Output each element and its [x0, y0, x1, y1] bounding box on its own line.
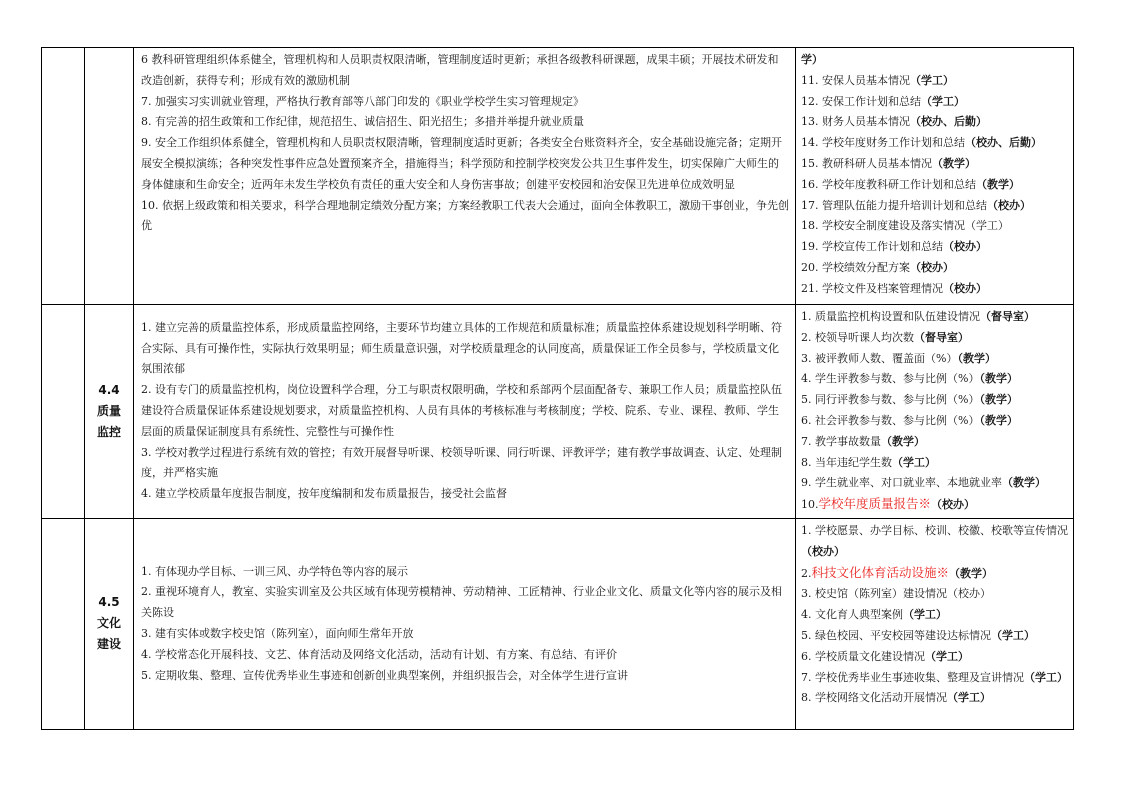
material-text: 6. 社会评教参与数、参与比例（%）: [801, 413, 980, 427]
material-text: 5. 同行评教参与数、参与比例（%）: [801, 393, 980, 407]
material-item: [801, 279, 1069, 300]
material-text: 21. 学校文件及档案管理情况: [801, 281, 943, 295]
material-item: [801, 154, 1069, 175]
conditions-cell: [134, 48, 796, 305]
material-item: [801, 369, 1069, 390]
key-material-text: 学校年度质量报告※: [818, 496, 932, 512]
material-text: 4. 学生评教参与数、参与比例（%）: [801, 372, 980, 386]
condition-item: 4. 建立学校质量年度报告制度，按年度编制和发布质量报告，接受社会监督: [141, 487, 507, 501]
department-tag: 学）: [801, 53, 823, 66]
material-text: 18. 学校安全制度建设及落实情况: [801, 219, 965, 233]
condition-item: 1. 建立完善的质量监控体系，形成质量监控网络，主要环节均建立具体的工作规范和质量标准；质量监控体系建设规划科学明晰、符合实际、具有可操作性，实际执行效果明显；师生质量意识强，对学校质量理念的认同度高，质量保证工作全员参与，学校质量文化氛围浓郁: [141, 320, 782, 376]
material-text: 3. 校史馆（陈列室）建设情况（校办）: [801, 587, 991, 601]
material-item: [801, 92, 1069, 113]
condition-item: 3. 建有实体或数字校史馆（陈列室），面向师生常年开放: [141, 626, 414, 640]
conditions-cell: [134, 305, 796, 519]
department-tag: （督导室）: [980, 310, 1035, 323]
material-text: 11. 安保人员基本情况: [801, 73, 910, 87]
department-tag: （教学）: [979, 393, 1018, 407]
department-tag: （教学）: [979, 413, 1018, 427]
department-tag: （教学）: [979, 372, 1018, 386]
material-text: 7. 学校优秀毕业生事迹收集、整理及宣讲情况: [801, 670, 1024, 684]
material-text: 4. 文化育人典型案例: [801, 608, 903, 622]
section-number: 4.5: [98, 595, 120, 610]
section-cell: [85, 305, 134, 519]
material-item: [801, 216, 1069, 237]
conditions-cell: [134, 518, 796, 729]
section-cell: [85, 48, 134, 305]
condition-item: 1. 有体现办学目标、一训三风、办学特色等内容的展示: [141, 564, 408, 578]
material-text: 15. 教研科研人员基本情况: [801, 156, 932, 170]
material-item: [801, 647, 1069, 668]
material-text: 1. 学校愿景、办学目标、校训、校徽、校歌等宣传情况: [801, 523, 1068, 537]
department-tag: （学工）: [903, 608, 947, 622]
department-tag: （学工）: [910, 73, 954, 87]
department-tag: （教学）: [976, 177, 1020, 191]
department-tag: （学工）: [925, 649, 969, 663]
materials-cell: [796, 305, 1074, 519]
department-tag: （校办、后勤）: [910, 115, 987, 129]
department-tag: （教学）: [1002, 476, 1046, 490]
material-item: [801, 411, 1069, 432]
condition-item: 2. 重视环境育人，教室、实验实训室及公共区域有体现劳模精神、劳动精神、工匠精神、行业企业文化、质量文化等内容的展示及相关陈设: [141, 585, 782, 620]
material-text: 6. 学校质量文化建设情况: [801, 649, 925, 663]
condition-item: 8. 有完善的招生政策和工作纪律，规范招生、诚信招生、阳光招生；多措并举提升就业质量: [141, 115, 584, 129]
material-text: 8. 学校网络文化活动开展情况: [801, 691, 947, 705]
material-text: 16. 学校年度教科研工作计划和总结: [801, 177, 976, 191]
department-tag: （学工）: [947, 691, 991, 705]
condition-item: 4. 学校常态化开展科技、文艺、体育活动及网络文化活动，活动有计划、有方案、有总结、有评价: [141, 647, 617, 661]
material-item: [801, 584, 1069, 605]
material-text: 10.: [801, 498, 819, 512]
department-tag: （校办）: [931, 498, 976, 512]
table-row: [42, 305, 1074, 519]
material-item: [801, 688, 1069, 709]
department-tag: （督导室）: [914, 330, 969, 344]
material-item: [801, 50, 1069, 71]
department-tag: （校办）: [801, 544, 845, 558]
department-tag: （教学）: [881, 434, 925, 448]
section-cell: [85, 518, 134, 729]
section-name: 建设: [96, 637, 121, 652]
material-item: [801, 237, 1069, 258]
material-item: [801, 258, 1069, 279]
condition-item: 5. 定期收集、整理、宣传优秀毕业生事迹和创新创业典型案例，并组织报告会，对全体学生进行宣讲: [141, 668, 628, 682]
section-number: 4.4: [98, 382, 120, 397]
material-item: [801, 112, 1069, 133]
key-material-text: 科技文化体育活动设施※: [811, 564, 950, 580]
category-cell: [42, 518, 85, 729]
category-cell: [42, 48, 85, 305]
material-text: 12. 安保工作计划和总结: [801, 94, 921, 108]
section-name: 质量: [96, 403, 121, 418]
material-item: [801, 133, 1069, 154]
material-item: [801, 307, 1069, 328]
material-text: 2. 校领导听课人均次数: [801, 330, 914, 344]
department-tag: （学工）: [892, 455, 936, 469]
material-item: [801, 328, 1069, 349]
section-name: 文化: [96, 616, 121, 631]
condition-item: 9. 安全工作组织体系健全，管理机构和人员职责权限清晰，管理制度适时更新；各类安全台账资料齐全，安全基础设施完备；定期开展安全模拟演练；各种突发性事件应急处置预案齐全，措施得当；科学预防和控制学校突发公共卫生事件发生，切实保障广大师生的身体健康和生命安全；近两年未发生学校负有责任的重大安全和人身伤害事故；创建平安校园和治安保卫先进单位成效明显: [141, 136, 782, 191]
materials-cell: [796, 48, 1074, 305]
material-text: 17. 管理队伍能力提升培训计划和总结: [801, 198, 987, 212]
department-tag: （校办、后勤）: [965, 136, 1042, 150]
material-text: 2.: [801, 566, 812, 580]
material-item: [801, 196, 1069, 217]
category-cell: [42, 305, 85, 519]
material-item: [801, 349, 1069, 370]
department-tag: （校办）: [987, 198, 1031, 212]
material-text: 3. 被评教师人数、覆盖面（%）: [801, 351, 958, 365]
table-row: [42, 518, 1074, 729]
material-item: [801, 175, 1069, 196]
material-item: [801, 494, 1069, 516]
material-text: 13. 财务人员基本情况: [801, 115, 910, 129]
material-text: 1. 质量监控机构设置和队伍建设情况: [801, 310, 980, 323]
department-tag: （学工）: [991, 628, 1035, 642]
material-text: 5. 绿色校园、平安校园等建设达标情况: [801, 628, 991, 642]
department-tag: （教学）: [949, 566, 994, 580]
material-item: [801, 71, 1069, 92]
material-item: [801, 563, 1069, 585]
department-tag: （学工）: [921, 94, 965, 108]
material-text: 9. 学生就业率、对口就业率、本地就业率: [801, 476, 1002, 490]
material-item: [801, 668, 1069, 689]
department-tag: （校办）: [943, 240, 987, 254]
department-tag: （校办）: [910, 260, 954, 274]
department-tag: （教学）: [957, 351, 996, 365]
condition-item: 7. 加强实习实训就业管理，严格执行教育部等八部门印发的《职业学校学生实习管理规定》: [141, 94, 584, 108]
department-tag: （校办）: [943, 281, 987, 295]
material-item: [801, 626, 1069, 647]
material-item: [801, 473, 1069, 494]
condition-item: 6 教科研管理组织体系健全，管理机构和人员职责权限清晰，管理制度适时更新；承担各级教科研课题，成果丰硕；开展技术研发和改造创新，获得专利；形成有效的激励机制: [141, 53, 779, 87]
material-text: 20. 学校绩效分配方案: [801, 260, 910, 274]
condition-item: 3. 学校对教学过程进行系统有效的管控；有效开展督导听课、校领导听课、同行听课、评教评学；建有教学事故调查、认定、处理制度，并严格实施: [141, 445, 782, 480]
condition-item: 2. 设有专门的质量监控机构，岗位设置科学合理，分工与职责权限明确，学校和系部两个层面配备专、兼职工作人员；质量监控队伍建设符合质量保证体系建设规划要求，对质量监控机构、人员有具体的考核标准与考核制度；学校、院系、专业、课程、教师、学生层面的质量保证制度具有系统性、完整性与可操作性: [141, 383, 782, 438]
material-item: [801, 453, 1069, 474]
department-tag: （教学）: [932, 156, 976, 170]
material-item: [801, 605, 1069, 626]
material-item: [801, 390, 1069, 411]
material-text: （学工）: [965, 219, 1009, 233]
section-name: 监控: [96, 424, 121, 439]
material-text: 8. 当年违纪学生数: [801, 455, 892, 469]
material-text: 14. 学校年度财务工作计划和总结: [801, 136, 965, 150]
material-item: [801, 521, 1069, 563]
materials-cell: [796, 518, 1074, 729]
condition-item: 10. 依据上级政策和相关要求，科学合理地制定绩效分配方案；方案经教职工代表大会通过，面向全体教职工，激励干事创业，争先创优: [141, 198, 789, 233]
material-text: 7. 教学事故数量: [801, 434, 881, 448]
table-row: [42, 48, 1074, 305]
material-item: [801, 432, 1069, 453]
material-text: 19. 学校宣传工作计划和总结: [801, 240, 943, 254]
evaluation-table: [41, 47, 1074, 730]
department-tag: （学工）: [1024, 670, 1068, 684]
